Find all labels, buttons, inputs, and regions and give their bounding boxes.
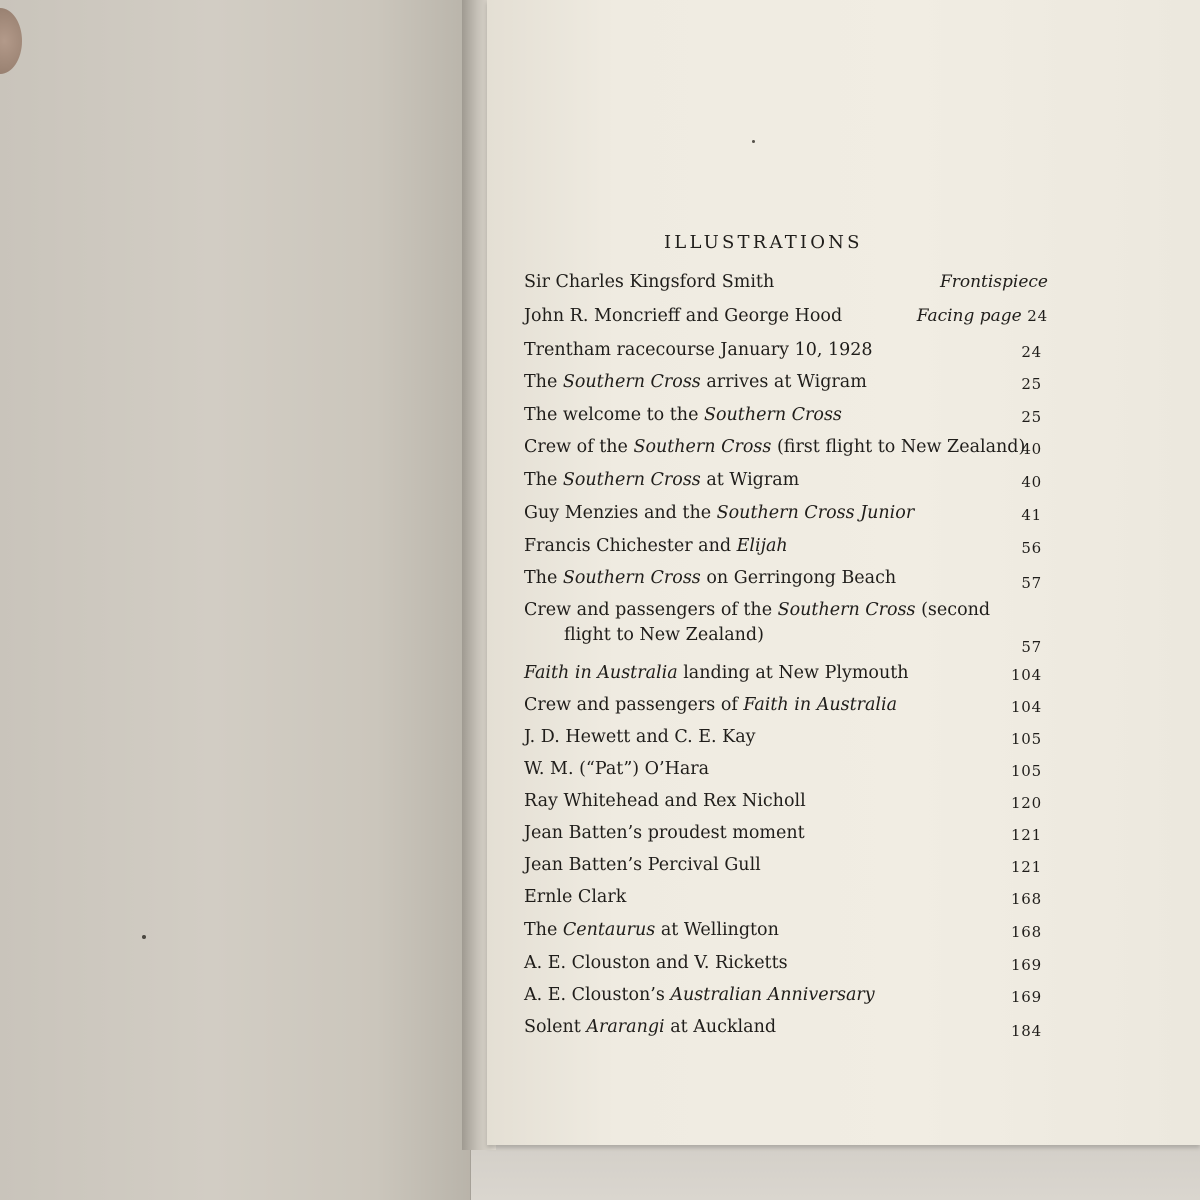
- illustration-entry: [524, 372, 1048, 400]
- ink-dot: [752, 140, 755, 143]
- entry-caption: [524, 791, 806, 811]
- caption-part: Solent: [524, 1017, 587, 1037]
- illustration-entry: [524, 920, 1048, 948]
- left-page: [0, 0, 471, 1200]
- page-number: Frontispiece: [939, 272, 1048, 292]
- entry-caption: [524, 887, 626, 907]
- illustration-entry: [524, 759, 1048, 787]
- caption-part: A. E. Clouston’s: [524, 985, 671, 1005]
- page-number: 105: [1010, 730, 1042, 748]
- entry-caption: [524, 1017, 776, 1037]
- caption-part: Australian Anniversary: [670, 985, 875, 1005]
- entry-caption: [524, 727, 756, 747]
- illustration-entry: [524, 663, 1048, 691]
- illustration-entry: [524, 887, 1048, 915]
- caption-part: at Auckland: [664, 1017, 777, 1037]
- caption-part: Southern Cross: [777, 600, 916, 620]
- entry-caption: [524, 985, 875, 1005]
- illustration-entry: [524, 340, 1048, 368]
- illustration-entry: [524, 536, 1048, 564]
- illustration-entry: [524, 568, 1048, 596]
- page-number: 121: [1010, 826, 1042, 844]
- entry-caption: [524, 372, 867, 392]
- entry-caption: [524, 600, 990, 645]
- caption-part: Ararangi: [586, 1017, 665, 1037]
- caption-part: Jean Batten’s Percival Gull: [524, 855, 761, 875]
- entry-caption: [524, 340, 873, 360]
- entry-caption: [524, 405, 842, 425]
- caption-part: J. D. Hewett and C. E. Kay: [524, 727, 756, 747]
- entry-caption: [524, 663, 909, 683]
- page-number: 24: [1021, 343, 1042, 361]
- page-heading: ILLUSTRATIONS: [664, 232, 863, 253]
- illustration-entry: [524, 823, 1048, 851]
- caption-part: The: [524, 568, 563, 588]
- page-number: 169: [1010, 956, 1042, 974]
- page-number: 56: [1021, 539, 1042, 557]
- entry-caption: [524, 759, 709, 779]
- illustration-entry: [524, 503, 1048, 531]
- caption-part: John R. Moncrieff and George Hood: [524, 306, 843, 326]
- page-number: 40: [1021, 473, 1042, 491]
- page-number: 40: [1021, 440, 1042, 458]
- caption-part: Jean Batten’s proudest moment: [524, 823, 805, 843]
- caption-continuation: flight to New Zealand): [564, 625, 764, 645]
- illustration-entry: [524, 437, 1048, 465]
- page-number-value: 24: [1021, 307, 1048, 325]
- illustration-entry: [524, 1017, 1048, 1045]
- caption-part: at Wellington: [655, 920, 779, 940]
- page-number: 121: [1010, 858, 1042, 876]
- caption-part: The: [524, 470, 563, 490]
- entry-caption: [524, 953, 788, 973]
- caption-part: The: [524, 372, 563, 392]
- caption-part: Southern Cross: [562, 568, 701, 588]
- page-number: [917, 306, 1048, 326]
- illustration-entry: [524, 306, 1048, 334]
- paper-speck: [142, 935, 146, 939]
- caption-part: Francis Chichester and: [524, 536, 737, 556]
- entry-caption: [524, 272, 774, 292]
- caption-part: Southern Cross: [704, 405, 842, 425]
- illustration-entry: [524, 855, 1048, 883]
- caption-part: Guy Menzies and the: [524, 503, 717, 523]
- caption-part: Southern Cross: [562, 470, 701, 490]
- entry-caption: [524, 437, 1025, 457]
- caption-part: Faith in Australia: [743, 695, 898, 715]
- page-number: 169: [1010, 988, 1042, 1006]
- illustration-entry: [524, 791, 1048, 819]
- caption-part: arrives at Wigram: [700, 372, 867, 392]
- illustration-entry: [524, 470, 1048, 498]
- illustration-entry: [524, 695, 1048, 723]
- caption-part: Faith in Australia: [524, 663, 678, 683]
- entry-caption: [524, 470, 799, 490]
- entry-caption: [524, 823, 805, 843]
- page-number: 104: [1010, 666, 1042, 684]
- illustration-entry: [524, 600, 1048, 660]
- caption-part: Sir Charles Kingsford Smith: [524, 272, 775, 292]
- entry-caption: [524, 695, 897, 715]
- illustration-entry: [524, 405, 1048, 433]
- caption-part: Crew and passengers of the: [524, 600, 778, 620]
- caption-part: Centaurus: [562, 920, 656, 940]
- caption-part: Southern Cross Junior: [716, 503, 915, 523]
- entry-caption: [524, 855, 761, 875]
- page-number: 105: [1010, 762, 1042, 780]
- entry-caption: [524, 568, 896, 588]
- entry-caption: [524, 306, 842, 326]
- page-number: 168: [1010, 923, 1042, 941]
- caption-part: Trentham racecourse January 10, 1928: [524, 340, 873, 360]
- entry-caption: [524, 536, 788, 556]
- caption-part: W. M. (“Pat”) O’Hara: [524, 759, 710, 779]
- caption-part: Crew and passengers of: [524, 695, 744, 715]
- page-number: 104: [1010, 698, 1042, 716]
- entry-caption: [524, 920, 779, 940]
- caption-part: Elijah: [736, 536, 788, 556]
- page-number: 120: [1010, 794, 1042, 812]
- illustration-entry: [524, 272, 1048, 300]
- caption-part: A. E. Clouston and V. Ricketts: [524, 953, 788, 973]
- caption-part: Crew of the: [524, 437, 634, 457]
- illustration-entry: [524, 985, 1048, 1013]
- facing-page-label: Facing page: [916, 306, 1022, 326]
- caption-part: (first flight to New Zealand): [771, 437, 1026, 457]
- page-number: 41: [1021, 506, 1042, 524]
- caption-part: (second: [915, 600, 991, 620]
- caption-part: at Wigram: [700, 470, 800, 490]
- caption-part: Ernle Clark: [524, 887, 627, 907]
- caption-part: Southern Cross: [633, 437, 772, 457]
- page-number: 25: [1021, 408, 1042, 426]
- caption-part: on Gerringong Beach: [700, 568, 897, 588]
- caption-part: Ray Whitehead and Rex Nicholl: [524, 791, 806, 811]
- caption-part: landing at New Plymouth: [677, 663, 909, 683]
- page-number: 184: [1010, 1022, 1042, 1040]
- page-number: 168: [1010, 890, 1042, 908]
- page-number: 57: [1021, 638, 1042, 656]
- caption-part: The: [524, 920, 563, 940]
- page-number: 25: [1021, 375, 1042, 393]
- caption-part: Southern Cross: [562, 372, 701, 392]
- caption-part: The welcome to the: [524, 405, 704, 425]
- illustration-entry: [524, 727, 1048, 755]
- entry-caption: [524, 503, 914, 523]
- page-number: 57: [1021, 574, 1042, 592]
- illustration-entry: [524, 953, 1048, 981]
